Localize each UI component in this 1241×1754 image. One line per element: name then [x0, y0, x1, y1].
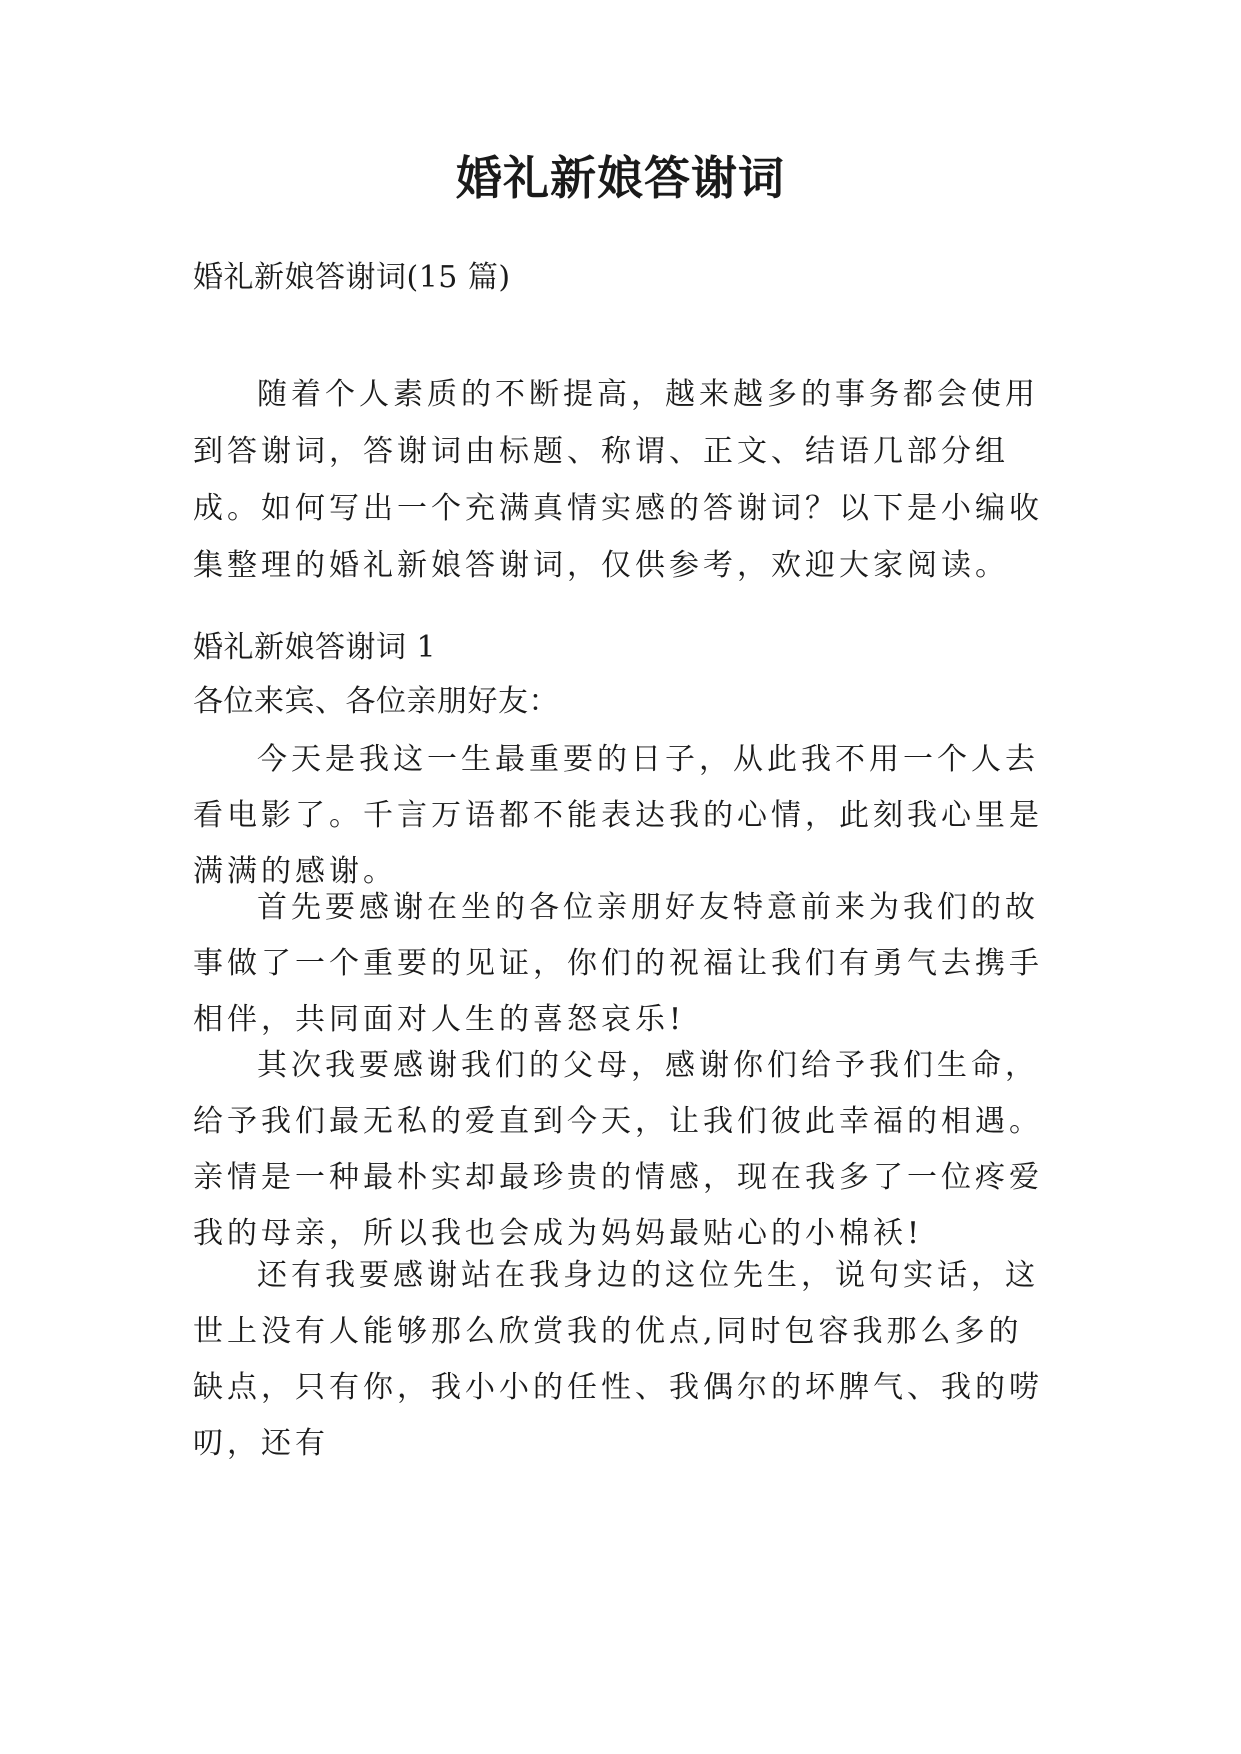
- body-paragraph-3: 其次我要感谢我们的父母，感谢你们给予我们生命，给予我们最无私的爱直到今天，让我们彼此幸福的相遇。亲情是一种最朴实却最珍贵的情感，现在我多了一位疼爱我的母亲，所以我也会成为妈妈最贴心的小棉袄!: [193, 1048, 1043, 1251]
- body-paragraph-4: 还有我要感谢站在我身边的这位先生，说句实话，这世上没有人能够那么欣赏我的优点,同时包容我那么多的缺点，只有你，我小小的任性、我偶尔的坏脾气、我的唠叨，还有: [193, 1258, 1043, 1461]
- salutation: 各位来宾、各位亲朋好友：: [193, 684, 559, 719]
- section-heading: 婚礼新娘答谢词 1: [193, 630, 437, 665]
- document-subtitle: 婚礼新娘答谢词(15 篇): [193, 260, 511, 295]
- body-paragraph-1: 今天是我这一生最重要的日子，从此我不用一个人去看电影了。千言万语都不能表达我的心情，此刻我心里是满满的感谢。: [193, 742, 1043, 889]
- body-paragraph-2: 首先要感谢在坐的各位亲朋好友特意前来为我们的故事做了一个重要的见证，你们的祝福让我们有勇气去携手相伴，共同面对人生的喜怒哀乐!: [193, 890, 1043, 1037]
- intro-paragraph: 随着个人素质的不断提高，越来越多的事务都会使用到答谢词，答谢词由标题、称谓、正文、结语几部分组成。如何写出一个充满真情实感的答谢词？以下是小编收集整理的婚礼新娘答谢词，仅供参考，欢迎大家阅读。: [193, 377, 1043, 583]
- page-title: 婚礼新娘答谢词: [456, 151, 785, 205]
